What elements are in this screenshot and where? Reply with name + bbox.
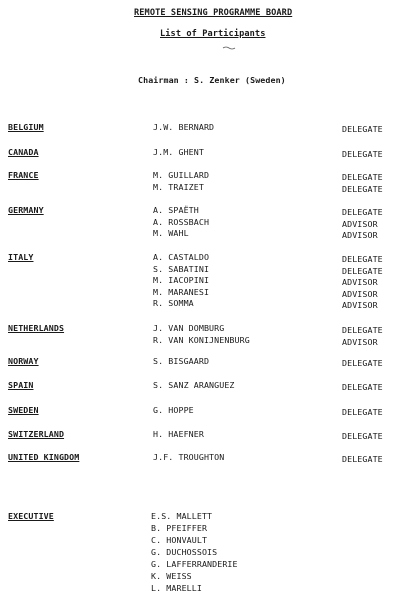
participant-role: DELEGATE: [342, 382, 383, 392]
country-label: SWEDEN: [8, 405, 39, 415]
participant-name: M. MARANESI: [153, 286, 210, 297]
country-label: GERMANY: [8, 205, 44, 215]
participant-name: R. SOMMA: [153, 298, 194, 308]
participant-name: M. IACOPINI: [153, 275, 210, 285]
participant-role: DELEGATE: [342, 149, 383, 159]
participant-name: G. HOPPE: [153, 405, 194, 415]
participant-name: A. CASTALDO: [153, 252, 210, 262]
participant-role: ADVISOR: [342, 288, 378, 299]
participant-role: DELEGATE: [342, 407, 383, 417]
participant-role: DELEGATE: [342, 358, 383, 368]
document-subtitle: List of Participants: [160, 29, 266, 39]
executive-member: K. WEISS: [151, 571, 192, 581]
participant-role: DELEGATE: [342, 431, 383, 441]
handwritten-mark: [222, 46, 236, 50]
participant-name: M. WAHL: [153, 228, 189, 238]
participant-name: J. VAN DOMBURG: [153, 323, 225, 333]
participant-role: DELEGATE: [342, 172, 383, 182]
participant-role: ADVISOR: [342, 277, 378, 287]
country-label: SWITZERLAND: [8, 429, 65, 439]
country-label: NETHERLANDS: [8, 323, 65, 333]
participant-name: J.M. GHENT: [153, 147, 204, 157]
country-label: NORWAY: [8, 356, 39, 366]
country-label: FRANCE: [8, 170, 39, 180]
executive-member: G. DUCHOSSOIS: [151, 547, 218, 557]
executive-label: EXECUTIVE: [8, 511, 54, 521]
chairman-line: Chairman : S. Zenker (Sweden): [138, 75, 286, 85]
participant-name: J.F. TROUGHTON: [153, 452, 225, 462]
participant-role: DELEGATE: [342, 325, 383, 335]
executive-member: C. HONVAULT: [151, 535, 208, 545]
document-title: REMOTE SENSING PROGRAMME BOARD: [134, 8, 293, 18]
participant-role: ADVISOR: [342, 336, 378, 347]
participant-role: DELEGATE: [342, 454, 383, 464]
executive-member: G. LAFFERRANDERIE: [151, 559, 238, 569]
participant-role: DELEGATE: [342, 254, 383, 264]
participant-name: H. HAEFNER: [153, 429, 204, 439]
executive-member: B. PFEIFFER: [151, 523, 208, 533]
country-label: CANADA: [8, 147, 39, 157]
participant-name: R. VAN KONIJNENBURG: [153, 334, 250, 345]
executive-member: L. MARELLI: [151, 583, 202, 593]
country-label: SPAIN: [8, 380, 34, 390]
participant-role: DELEGATE: [342, 183, 383, 194]
participant-role: ADVISOR: [342, 218, 378, 229]
participant-role: DELEGATE: [342, 265, 383, 276]
participant-role: ADVISOR: [342, 230, 378, 240]
participant-name: A. ROSSBACH: [153, 216, 210, 227]
country-label: ITALY: [8, 252, 34, 262]
participant-name: M. GUILLARD: [153, 170, 210, 180]
participant-role: DELEGATE: [342, 124, 383, 134]
country-label: UNITED KINGDOM: [8, 452, 80, 462]
executive-member: E.S. MALLETT: [151, 511, 213, 521]
participant-name: J.W. BERNARD: [153, 122, 215, 132]
participant-name: A. SPAËTH: [153, 205, 199, 215]
participant-name: M. TRAIZET: [153, 181, 204, 192]
participant-name: S. BISGAARD: [153, 356, 210, 366]
participant-name: S. SANZ ARANGUEZ: [153, 380, 235, 390]
participant-role: DELEGATE: [342, 207, 383, 217]
country-label: BELGIUM: [8, 122, 44, 132]
participant-role: ADVISOR: [342, 300, 378, 310]
participant-name: S. SABATINI: [153, 263, 210, 274]
